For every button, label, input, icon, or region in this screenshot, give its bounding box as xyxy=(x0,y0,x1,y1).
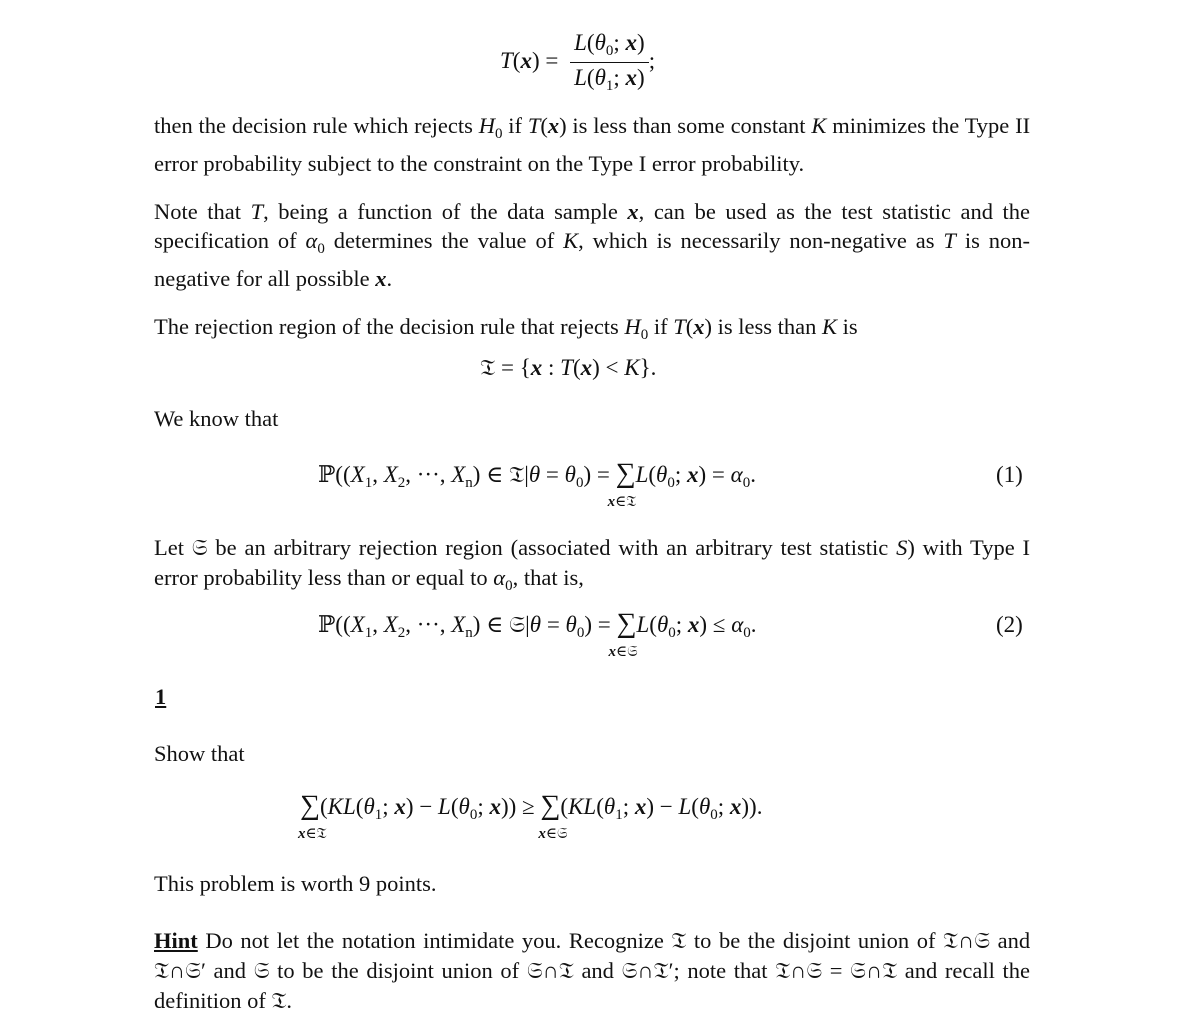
equation-2-number: (2) xyxy=(996,612,1023,637)
show-that: Show that xyxy=(154,741,245,766)
hint-paragraph: Hint Do not let the notation intimidate you. Recognize 𝔗 to be the disjoint union of 𝔗∩𝔖 and 𝔗∩𝔖′ and 𝔖 to be the disjoint union of 𝔖∩𝔗 and 𝔖∩𝔗′; note that 𝔗∩𝔖 = 𝔖∩𝔗 and recall the definition of 𝔗. xyxy=(154,928,1031,1014)
points-text: This problem is worth 9 points. xyxy=(154,871,437,896)
equation-1: $ℙ((X_1$, $X_2$, ···, $X_n$) ∈ 𝔗|θ = $\theta_0$) = ∑ x∈𝔗 $L(\theta_0$; $x) = \alpha_0$. xyxy=(318,458,756,510)
decision-rule-paragraph: then the decision rule which rejects $H_0$ if T(x) is less than some constant K minimizes the Type II error probability subject to the constraint on the Type I error probability. xyxy=(154,113,1031,176)
we-know-that: We know that xyxy=(154,406,279,431)
hint-label: Hint xyxy=(154,928,198,953)
arbitrary-region-paragraph: Let 𝔖 be an arbitrary rejection region (associated with an arbitrary test statistic S) with Type I error probability less than or equal to $\alpha_0$, that is, xyxy=(154,535,1030,594)
inequality-to-show: ∑ x∈𝔗 ($KL(\theta_1$; $x) - L(\theta_0$; x)) ≥ ∑ x∈𝔖 ($KL(\theta_1$; $x) - L(\theta_0$; x)). xyxy=(298,790,763,842)
test-statistic-paragraph: Note that T, being a function of the data sample x, can be used as the test statistic and the specification of $\alpha_0$ determines the value of K, which is necessarily non-negative as T is non-negative for all possible x. xyxy=(154,199,1031,291)
rejection-region-set: 𝔗 = {x : T(x) < K}. xyxy=(480,355,657,381)
rejection-region-paragraph: The rejection region of the decision rule that rejects $H_0$ if T(x) is less than K is xyxy=(154,314,858,343)
problem-number: 1 xyxy=(155,684,167,709)
equation-2: $ℙ((X_1$, $X_2$, ···, $X_n$) ∈ 𝔖|θ = $\theta_0$) = ∑ x∈𝔖 $L(\theta_0$; $x) \le \alpha_0$. xyxy=(318,608,757,660)
likelihood-ratio-equation: T(x) = $\frac{L(\theta_0; x)}{L(\theta_1; x)}$ ; xyxy=(500,30,656,94)
equation-1-number: (1) xyxy=(996,462,1023,487)
